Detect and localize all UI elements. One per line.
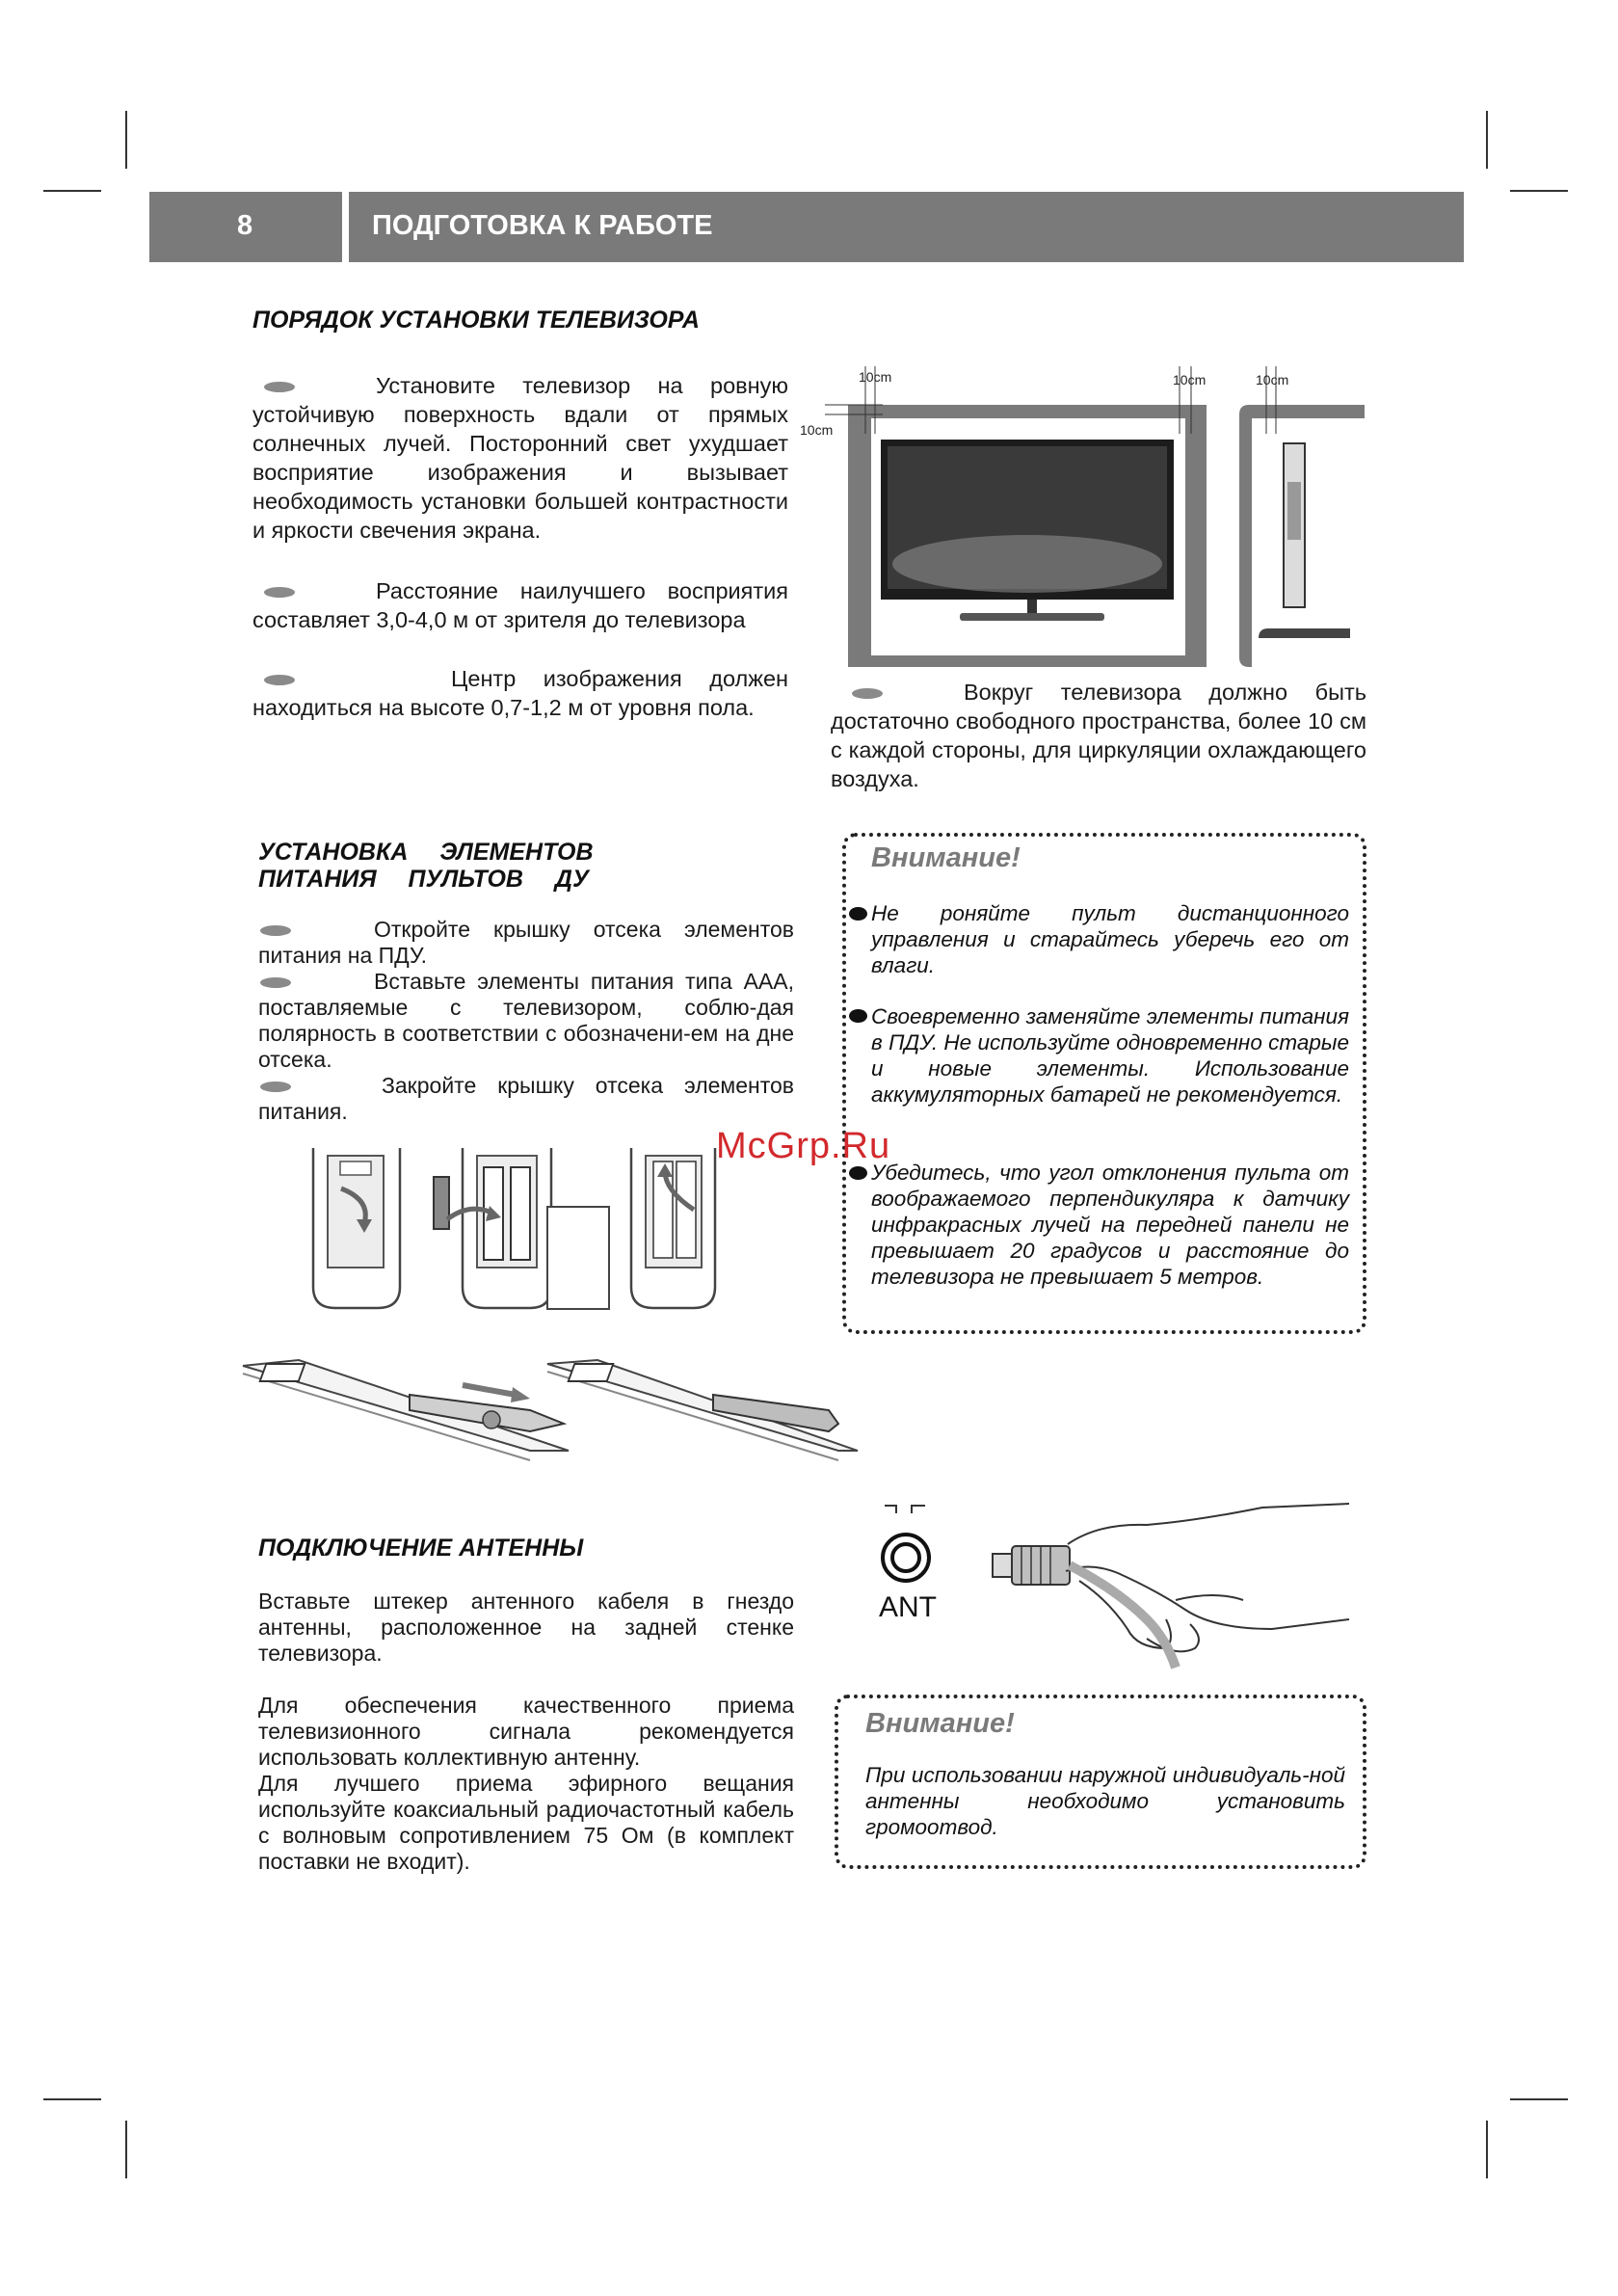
- battery-item-1: Откройте крышку отсека элементов питания на ПДУ.: [258, 917, 794, 968]
- section-title-antenna: ПОДКЛЮЧЕНИЕ АНТЕННЫ: [258, 1535, 584, 1562]
- bullet-icon: [260, 1081, 291, 1092]
- watermark-text: McGrp.Ru: [716, 1126, 891, 1166]
- bullet-icon: [264, 382, 295, 392]
- clearance-label-side: 10cm: [1256, 372, 1289, 387]
- crop-mark: [43, 190, 101, 192]
- tv-clearance-diagram: [796, 366, 1365, 675]
- antenna-socket-icon: [875, 1500, 942, 1596]
- bullet-icon: [264, 587, 295, 598]
- bullet-icon: [852, 688, 883, 699]
- antenna-paragraph-2: Для обеспечения качественного приема телевизионного сигнала рекомендуется использовать коллективную антенну.: [258, 1693, 794, 1770]
- bullet-icon: [260, 977, 291, 988]
- antenna-plug-hand-illustration: [983, 1504, 1349, 1677]
- battery-item-3: Закройте крышку отсека элементов питания.: [258, 1073, 794, 1124]
- battery-item-2: Вставьте элементы питания типа ААА, поставляемые с телевизором, соблю-дая полярность в соответствии с обозначени-ем на дне отсека.: [258, 969, 794, 1072]
- page-title: ПОДГОТОВКА К РАБОТЕ: [372, 210, 713, 241]
- bullet-icon: [849, 1166, 867, 1180]
- notice-item-3: Убедитесь, что угол отклонения пульта от воображаемого перпендикуляра к датчику инфракрасных лучей на передней панели не превышает 20 градусов и расстояние до телевизора не превышает 5 метров.: [871, 1161, 1349, 1289]
- notice-title: Внимание!: [865, 1708, 1015, 1739]
- section-title-install: ПОРЯДОК УСТАНОВКИ ТЕЛЕВИЗОРА: [252, 307, 700, 334]
- antenna-paragraph-1: Вставьте штекер антенного кабеля в гнездо антенны, расположенное на задней стенке телевизора.: [258, 1589, 794, 1666]
- crop-mark: [125, 111, 127, 169]
- install-item-3: Центр изображения должен находиться на высоте 0,7-1,2 м от уровня пола.: [252, 666, 788, 720]
- crop-mark: [1486, 111, 1488, 169]
- antenna-paragraph-3: Для лучшего приема эфирного вещания используйте коаксиальный радиочастотный кабель с волновым сопротивлением 75 Ом (в комплект поставки не входит).: [258, 1771, 794, 1874]
- notice-text-antenna: При использовании наружной индивидуаль-ной антенны необходимо установить громоотвод.: [865, 1763, 1345, 1839]
- page-number: 8: [237, 210, 253, 241]
- crop-mark: [1510, 190, 1568, 192]
- ant-label: ANT: [879, 1591, 937, 1623]
- bullet-icon: [849, 907, 867, 921]
- remote-battery-illustration: [241, 1142, 858, 1470]
- crop-mark: [125, 2121, 127, 2178]
- bullet-icon: [260, 925, 291, 936]
- notice-item-1: Не роняйте пульт дистанционного управления и старайтесь уберечь его от влаги.: [871, 901, 1349, 977]
- notice-title: Внимание!: [871, 842, 1021, 873]
- crop-mark: [1510, 2098, 1568, 2100]
- crop-mark: [43, 2098, 101, 2100]
- install-item-2: Расстояние наилучшего восприятия составляет 3,0-4,0 м от зрителя до телевизора: [252, 578, 788, 632]
- clearance-label-top-right: 10cm: [1173, 372, 1207, 387]
- crop-mark: [1486, 2121, 1488, 2178]
- install-item-1: Установите телевизор на ровную устойчивую поверхность вдали от прямых солнечных лучей. Посторонний свет ухудшает восприятие изображения и вызывает необходимость установки большей контрастности и яркости свечения экрана.: [252, 373, 788, 543]
- clearance-label-top-left: 10cm: [859, 369, 892, 385]
- section-title-batteries: УСТАНОВКА ЭЛЕМЕНТОВ ПИТАНИЯ ПУЛЬТОВ ДУ: [258, 839, 594, 893]
- clearance-text: Вокруг телевизора должно быть достаточно свободного пространства, более 10 см с каждой стороны, для циркуляции охлаждающего воздуха.: [831, 680, 1366, 791]
- notice-item-2: Своевременно заменяйте элементы питания в ПДУ. Не используйте одновременно старые и новые элементы. Использование аккумуляторных батарей не рекомендуется.: [871, 1004, 1349, 1107]
- clearance-label-left: 10cm: [800, 422, 834, 438]
- bullet-icon: [264, 675, 295, 685]
- bullet-icon: [849, 1009, 867, 1023]
